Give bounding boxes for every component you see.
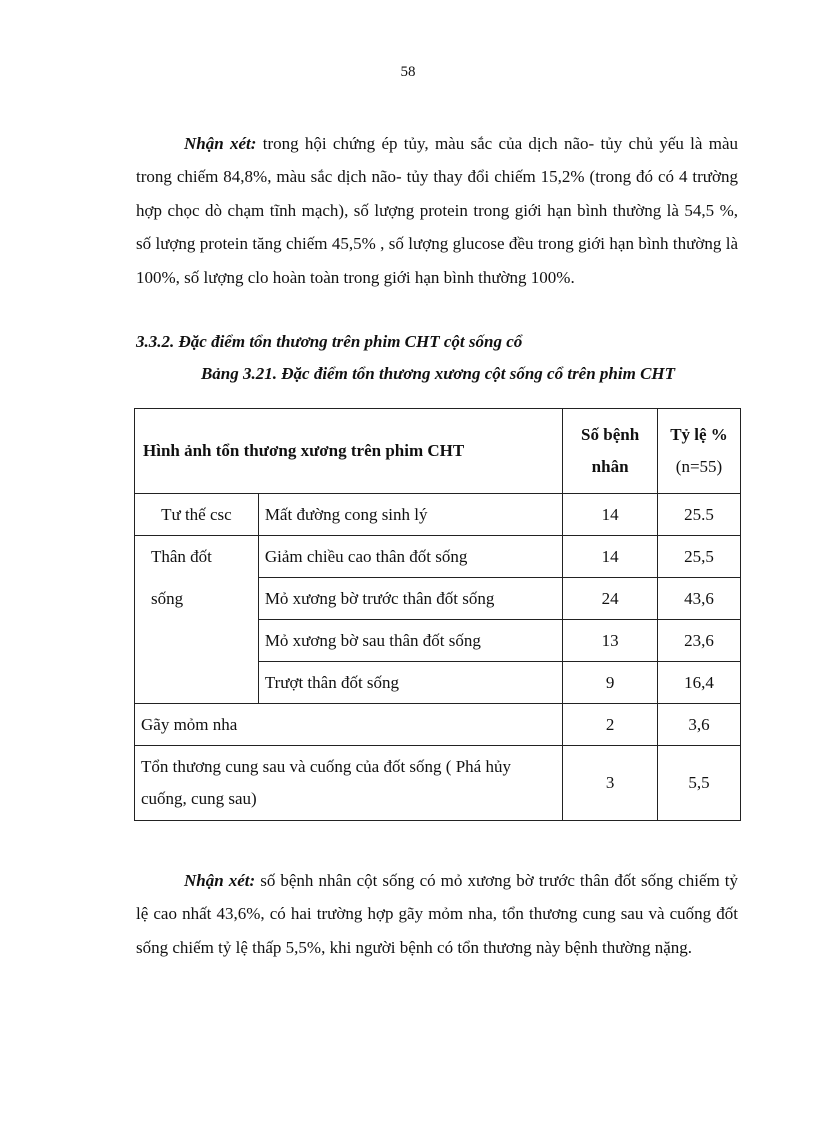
paragraph-comment-2 bbox=[136, 864, 738, 964]
row-label: Mỏ xương bờ trước thân đốt sống bbox=[258, 578, 562, 620]
paragraph-comment-1 bbox=[136, 127, 738, 294]
table-caption: Bảng 3.21. Đặc điểm tổn thương xương cột sống cổ trên phim CHT bbox=[200, 364, 676, 383]
row-count: 14 bbox=[563, 536, 658, 578]
table-row bbox=[135, 704, 741, 746]
row-count: 9 bbox=[563, 662, 658, 704]
row-percent: 25.5 bbox=[658, 494, 741, 536]
comment-text-1: trong hội chứng ép tủy, màu sắc của dịch não- tủy chủ yếu là màu trong chiếm 84,8%, màu sắc dịch não- tủy thay đổi chiếm 15,2% (trong đó có 4 trường hợp chọc dò chạm tĩnh mạch), số lượng protein trong giới hạn bình thường là 54,5 %, số lượng protein tăng chiếm 45,5% , số lượng glucose đều trong giới hạn bình thường là 100%, số lượng clo hoàn toàn trong giới hạn bình thường 100%. bbox=[136, 134, 738, 287]
page-number: 58 bbox=[400, 64, 416, 80]
group-label-vertebral-body: Thân đốt sống bbox=[135, 536, 259, 704]
table-row bbox=[135, 536, 741, 578]
group-label-posture: Tư thế csc bbox=[135, 494, 259, 536]
row-percent: 5,5 bbox=[658, 746, 741, 821]
table-header-row bbox=[135, 409, 741, 494]
row-count: 13 bbox=[563, 620, 658, 662]
section-heading: 3.3.2. Đặc điểm tổn thương trên phim CHT cột sống cổ bbox=[136, 332, 523, 351]
comment-lead-2: Nhận xét: bbox=[184, 871, 256, 890]
row-percent: 43,6 bbox=[658, 578, 741, 620]
row-count: 2 bbox=[563, 704, 658, 746]
comment-text-2: số bệnh nhân cột sống có mỏ xương bờ trước thân đốt sống chiếm tỷ lệ cao nhất 43,6%, có hai trường hợp gãy mỏm nha, tổn thương cung sau và cuống đốt sống chiếm tỷ lệ thấp 5,5%, khi người bệnh có tổn thương này bệnh thường nặng. bbox=[136, 871, 738, 957]
comment-lead-1: Nhận xét: bbox=[184, 134, 257, 153]
row-percent: 3,6 bbox=[658, 704, 741, 746]
lesion-table bbox=[134, 408, 741, 821]
header-percent: Tỷ lệ % (n=55) bbox=[658, 409, 741, 494]
table-row bbox=[135, 494, 741, 536]
row-label: Tổn thương cung sau và cuống của đốt sống ( Phá hủy cuống, cung sau) bbox=[135, 746, 563, 821]
row-percent: 23,6 bbox=[658, 620, 741, 662]
header-patient-count: Số bệnh nhân bbox=[563, 409, 658, 494]
row-percent: 25,5 bbox=[658, 536, 741, 578]
row-label: Trượt thân đốt sống bbox=[258, 662, 562, 704]
row-percent: 16,4 bbox=[658, 662, 741, 704]
row-count: 14 bbox=[563, 494, 658, 536]
header-image-lesion: Hình ảnh tổn thương xương trên phim CHT bbox=[135, 409, 563, 494]
row-count: 24 bbox=[563, 578, 658, 620]
row-label: Mất đường cong sinh lý bbox=[258, 494, 562, 536]
row-label: Giảm chiều cao thân đốt sống bbox=[258, 536, 562, 578]
row-count: 3 bbox=[563, 746, 658, 821]
row-label: Gãy mỏm nha bbox=[135, 704, 563, 746]
row-label: Mỏ xương bờ sau thân đốt sống bbox=[258, 620, 562, 662]
table-row bbox=[135, 746, 741, 821]
